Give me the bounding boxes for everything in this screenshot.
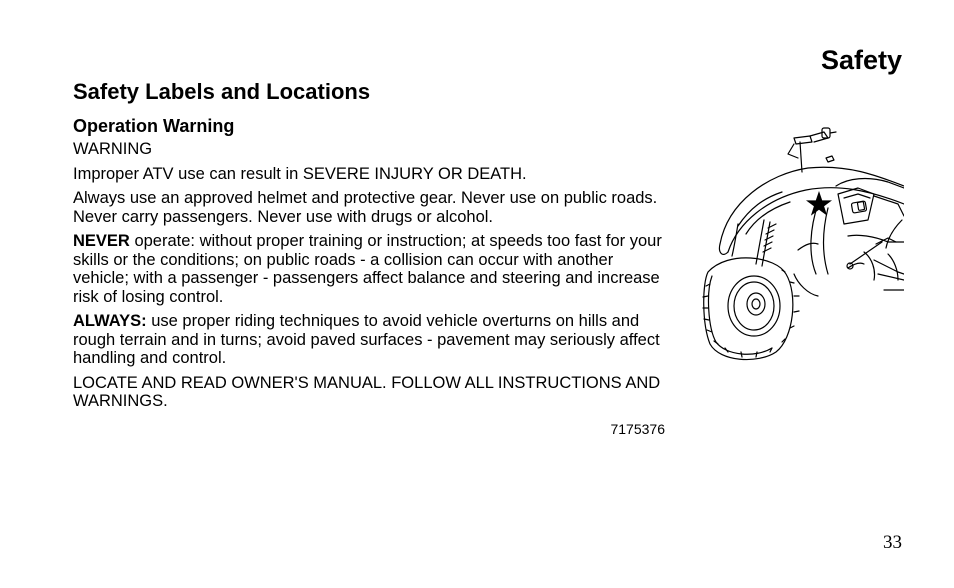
paragraph-2: Always use an approved helmet and protective gear. Never use on public roads. Never carry passengers. Never use with drugs or alcohol. — [73, 189, 658, 226]
main-content — [73, 77, 673, 438]
paragraph-4 — [73, 312, 673, 368]
atv-illustration — [698, 124, 904, 364]
page-number: 33 — [883, 532, 902, 553]
paragraph-1: Improper ATV use can result in SEVERE INJURY OR DEATH. — [73, 164, 527, 183]
page-heading: Safety Labels and Locations — [73, 79, 371, 104]
section-title: Safety — [820, 45, 902, 75]
paragraph-4-text: use proper riding techniques to avoid vehicle overturns on hills and rough terrain and in turns; avoid paved surfaces - pavement may seriously affect handling and control. — [73, 312, 660, 367]
label-title: WARNING — [73, 140, 153, 158]
never-keyword: NEVER — [73, 232, 130, 250]
label-location-star-icon — [806, 191, 832, 216]
always-keyword: ALWAYS: — [73, 312, 147, 330]
paragraph-5: LOCATE AND READ OWNER'S MANUAL. FOLLOW ALL INSTRUCTIONS AND WARNINGS. — [73, 373, 661, 410]
paragraph-3-text: operate: without proper training or instruction; at speeds too fast for your skills or the conditions; on public roads - a collision can occur with another vehicle; with a passenger - passengers affect balance and steering and increase risk of losing control. — [73, 232, 662, 306]
atv-label-location-icon — [698, 124, 904, 364]
part-number: 7175376 — [610, 420, 665, 437]
paragraph-3 — [73, 232, 673, 306]
subheading: Operation Warning — [73, 116, 235, 136]
